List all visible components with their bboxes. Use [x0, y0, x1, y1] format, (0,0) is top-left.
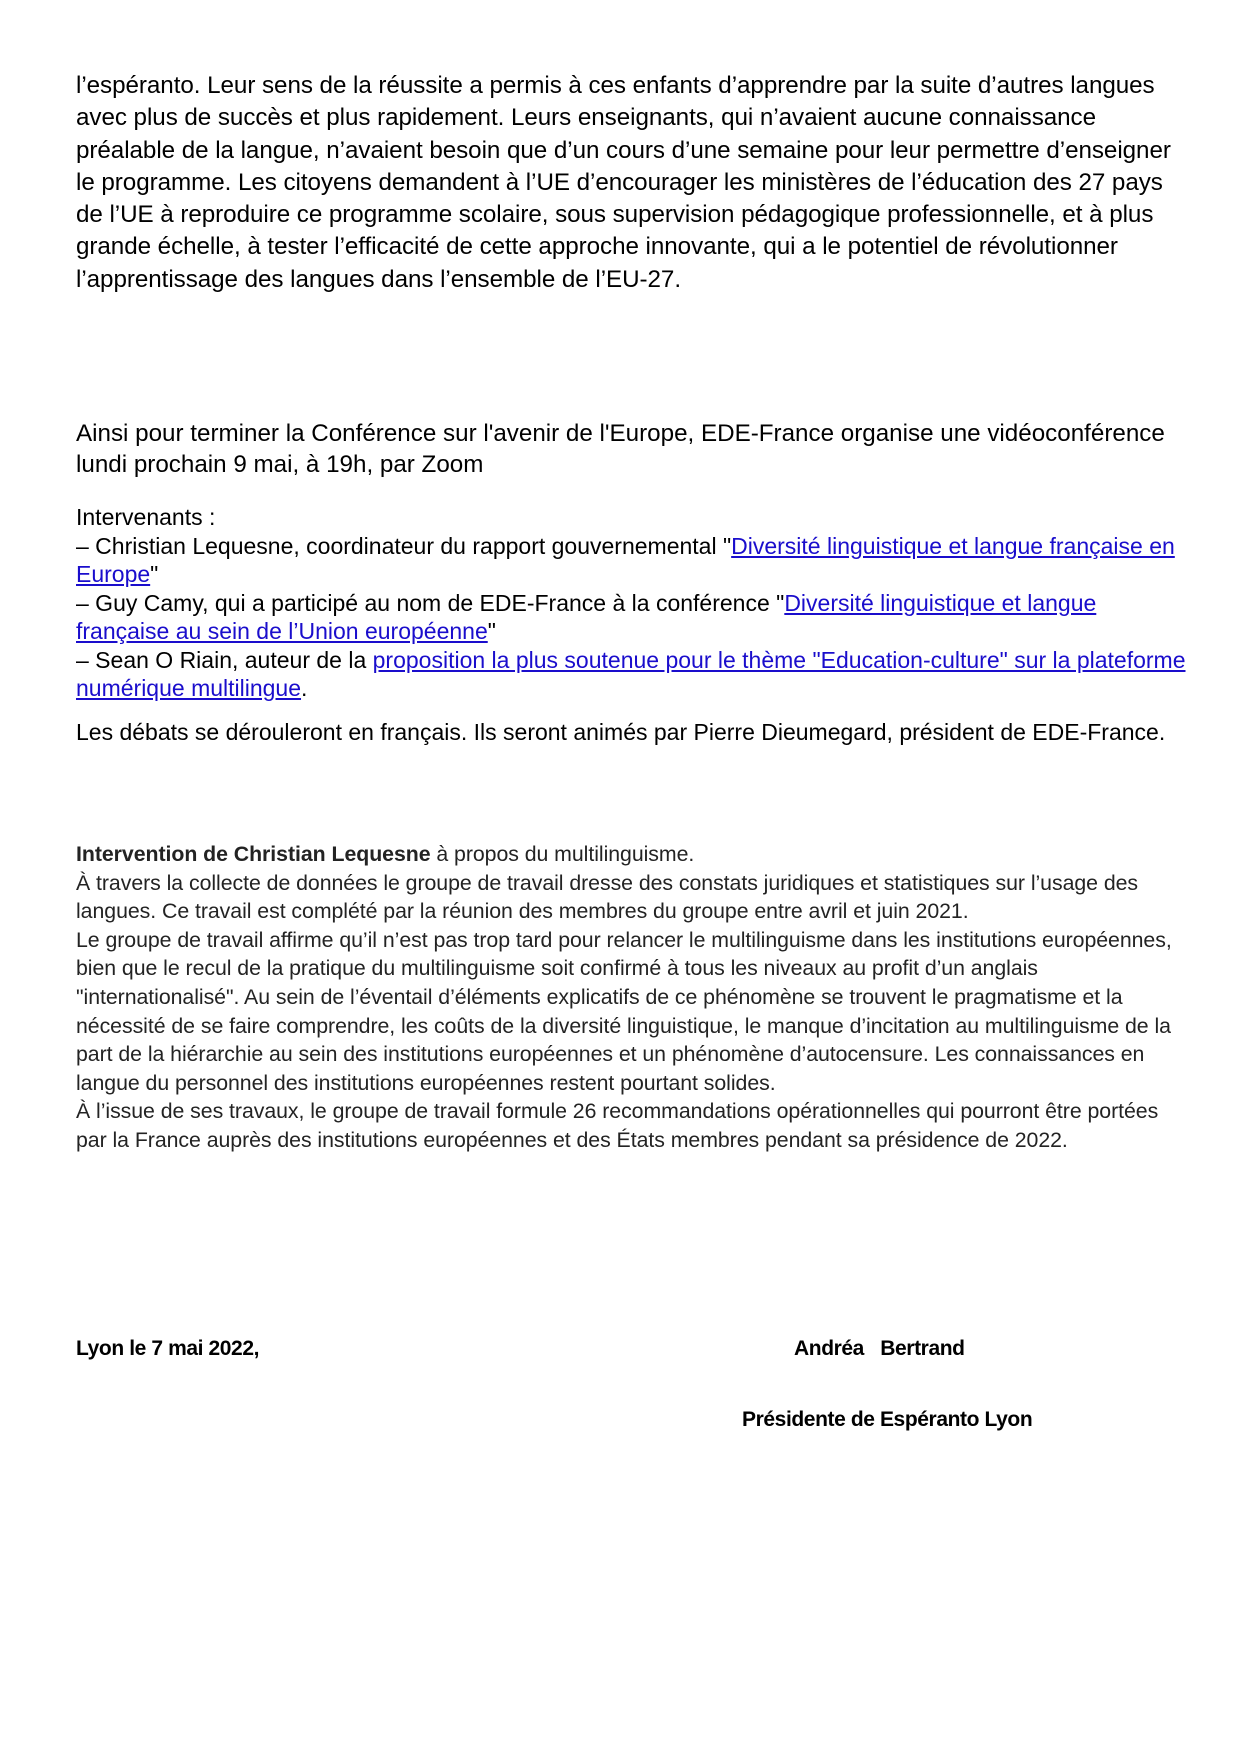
speaker-text: – Christian Lequesne, coordinateur du rapport gouvernemental "	[76, 532, 732, 559]
intervention-title-bold: Intervention de Christian Lequesne	[76, 842, 431, 866]
intervention-paragraph: À travers la collecte de données le groupe de travail dresse des constats juridiques et statistiques sur l’usage des langues. Ce travail est complété par la réunion des membres du groupe entre avril et juin 2021.	[76, 870, 1139, 924]
paragraph-esperanto: l’espéranto. Leur sens de la réussite a permis à ces enfants d’apprendre par la suite d’autres langues avec plus de succès et plus rapidement. Leurs enseignants, qui n’avaient aucune connaissance préalable de la langue, n’avaient besoin que d’un cours d’une semaine pour leur permettre d’enseigner le programme. Les citoyens demandent à l’UE d’encourager les ministères de l’éducation des 27 pays de l’UE à reproduire ce programme scolaire, sous supervision pédagogique professionnelle, et à plus grande échelle, à tester l’efficacité de cette approche innovante, qui a le potentiel de révolutionner l’apprentissage des langues dans l’ensemble de l’EU-27.	[76, 72, 1171, 293]
speakers-list	[76, 503, 1186, 703]
link-rapport-diversite-linguistique[interactable]: Diversité linguistique et langue française en Europe	[76, 532, 1175, 587]
speakers-heading: Intervenants :	[76, 504, 216, 530]
speaker-text: – Guy Camy, qui a participé au nom de EDE-France à la conférence "	[76, 589, 785, 616]
paragraph-announcement: Ainsi pour terminer la Conférence sur l'avenir de l'Europe, EDE-France organise une vidéoconférence lundi prochain 9 mai, à 19h, par Zoom	[76, 420, 1165, 478]
signature-name: Andréa Bertrand	[794, 1337, 965, 1360]
intervention-title	[76, 840, 1186, 869]
link-proposition-education-culture[interactable]: proposition la plus soutenue pour le thème "Education-culture" sur la plateforme numérique multilingue	[76, 646, 1186, 701]
speaker-item	[76, 646, 1186, 703]
intervention-title-rest: à propos du multilinguisme.	[430, 842, 695, 866]
intervention-paragraph: À l’issue de ses travaux, le groupe de travail formule 26 recommandations opérationnelles qui pourront être portées par la France auprès des institutions européennes et des États membres pendant sa présidence de 2022.	[76, 1099, 1159, 1152]
intervention-section	[76, 840, 1186, 1155]
speaker-suffix: "	[150, 561, 159, 587]
speaker-item	[76, 532, 1186, 589]
signature-place-date: Lyon le 7 mai 2022,	[76, 1337, 260, 1360]
link-conference-diversite-linguistique[interactable]: Diversité linguistique et langue française au sein de l’Union européenne	[76, 589, 1097, 644]
paragraph-debats: Les débats se dérouleront en français. Ils seront animés par Pierre Dieumegard, président de EDE-France.	[76, 719, 1166, 745]
intervention-paragraph: Le groupe de travail affirme qu’il n’est pas trop tard pour relancer le multilinguisme dans les institutions européennes, bien que le recul de la pratique du multilinguisme soit confirmé à tous les niveaux au profit d’un anglais "internationalisé". Au sein de l’éventail d’éléments explicatifs de ce phénomène se trouvent le pragmatisme et la nécessité de se faire comprendre, les coûts de la diversité linguistique, le manque d’incitation au multilinguisme de la part de la hiérarchie au sein des institutions européennes et un phénomène d’autocensure. Les connaissances en langue du personnel des institutions européennes restent pourtant solides.	[76, 927, 1172, 1095]
speaker-suffix: .	[301, 675, 308, 701]
speaker-suffix: "	[487, 618, 496, 644]
speaker-text: – Sean O Riain, auteur de la	[76, 646, 373, 673]
document-page	[76, 70, 1176, 296]
signature-title: Présidente de Espéranto Lyon	[742, 1408, 1033, 1431]
speaker-item	[76, 589, 1186, 646]
